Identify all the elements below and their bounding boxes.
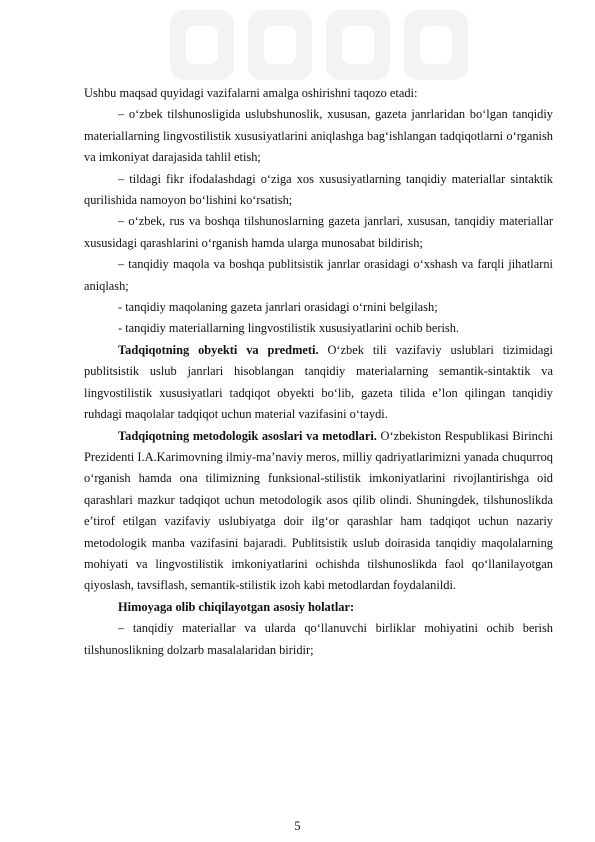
task-item: – tanqidiy maqola va boshqa publitsistik janrlar orasidagi o‘xshash va farqli jihatlarni aniqlash; (84, 257, 553, 293)
intro-line: Ushbu maqsad quyidagi vazifalarni amalga oshirishni taqozo etadi: (84, 86, 418, 100)
object-text: O‘zbek tili vazifaviy uslublari tizimidagi publitsistik uslub janrlari hisoblangan tanqidiy materialarning semantik-sintaktik va lingvostilistik xususiyatlari tadqiqot obyekti bo‘lib, gazeta tilida e’lon qilingan tanqidiy ruhdagi maqolalar tadqiqot uchun material vazifasini o‘taydi. (84, 342, 553, 422)
page-body (84, 83, 553, 661)
object-heading: Tadqiqotning obyekti va predmeti. (118, 342, 319, 357)
methods-paragraph (84, 426, 553, 597)
defense-paragraph (84, 597, 553, 618)
defense-item: – tanqidiy materiallar va ularda qo‘llanuvchi birliklar mohiyatini ochib berish tilshunoslikning dolzarb masalalaridan biridir; (84, 621, 553, 657)
defense-heading: Himoyaga olib chiqilayotgan asosiy holatlar: (118, 599, 355, 614)
page-number: 5 (294, 819, 301, 833)
task-item: - tanqidiy materiallarning lingvostilistik xususiyatlarini ochib berish. (118, 321, 460, 336)
object-paragraph (84, 340, 553, 426)
methods-text: O‘zbekiston Respublikasi Birinchi Prezidenti I.A.Karimovning ilmiy-ma’naviy meros, milliy qadriyatlarimizni yanada chuqurroq o‘rganish hamda ona tilimizning funksional-stilistik imkoniyatlarini rivojlantirishga oid qarashlari mazkur tadqiqot uchun metodologik asos qilib olindi. Shuningdek, tilshunoslikda e’tirof etilgan vazifaviy uslubiyatga doir ilg‘or qarashlar ham tadqiqot uchun nazariy metodologik manba vazifasini bajaradi. Publitsistik uslub doirasida tanqidiy maqolalarning mohiyati va lingvostilistik imkoniyatlarini ochishda tilshunoslikda faol qo‘llanilayotgan qiyoslash, tavsiflash, semantik-stilistik izoh kabi metodlardan foydalanildi. (84, 428, 553, 593)
task-item: – o‘zbek, rus va boshqa tilshunoslarning gazeta janrlari, xususan, tanqidiy materiallar xususidagi qarashlarini o‘rganish hamda ularga munosabat bildirish; (84, 214, 553, 250)
task-item: - tanqidiy maqolaning gazeta janrlari orasidagi o‘rnini belgilash; (118, 300, 438, 315)
task-item: – o‘zbek tilshunosligida uslubshunoslik, xususan, gazeta janrlaridan bo‘lgan tanqidiy materiallarning lingvostilistik xususiyatlarini aniqlashga bag‘ishlangan tadqiqotlarni o‘rganish va imkoniyat darajasida tahlil etish; (84, 107, 553, 165)
task-item: – tildagi fikr ifodalashdagi o‘ziga xos xususiyatlarning tanqidiy materiallar sintaktik qurilishida namoyon bo‘lishini ko‘rsatish; (84, 171, 553, 208)
methods-heading: Tadqiqotning metodologik asoslari va metodlari. (118, 428, 377, 443)
